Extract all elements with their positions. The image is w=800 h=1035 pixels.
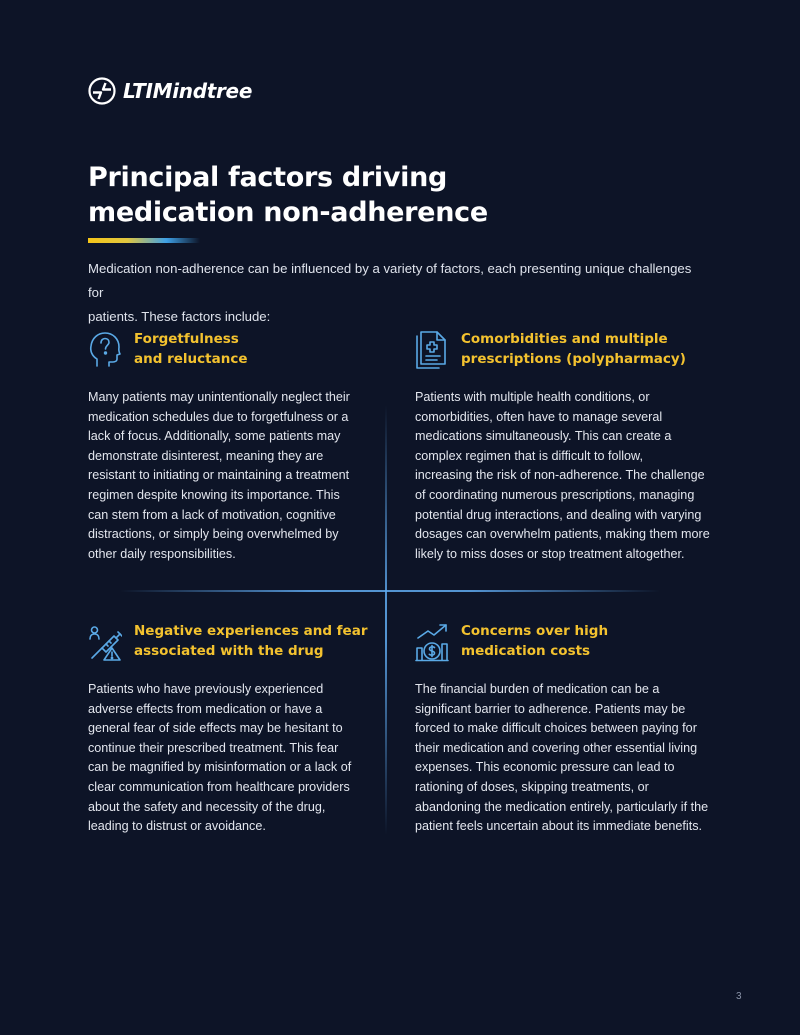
brand-name: LTIMindtree (123, 79, 253, 103)
factor-description-line: patient feels uncertain about its immediate benefits. (415, 819, 703, 834)
page-title-line: medication non-adherence (88, 197, 488, 228)
intro-paragraph (88, 257, 708, 329)
factor-description-line: expenses. This economic pressure can lead to (415, 760, 675, 775)
factor-description-line: distractions, or simply being overwhelmed by (88, 527, 339, 542)
page-title-line: Principal factors driving (88, 162, 448, 193)
rising-cost-icon (415, 622, 449, 662)
factor-title (461, 330, 686, 369)
factor-description-line: general fear of side effects may be hesitant to (88, 721, 343, 736)
question-head-icon (88, 330, 122, 370)
factor-card-polypharmacy (415, 330, 710, 564)
factor-description-line: Patients with multiple health conditions, or (415, 390, 650, 404)
title-underline (88, 238, 200, 243)
factor-card-medication-costs (415, 622, 709, 837)
factor-description (415, 680, 709, 837)
factor-title-line: Negative experiences and fear (134, 623, 368, 639)
factor-description (88, 388, 378, 564)
quadrant-divider-horizontal (120, 590, 660, 592)
factor-title (134, 330, 247, 369)
factor-description (415, 388, 710, 564)
factor-description-line: likely to miss doses or stop treatment altogether. (415, 546, 685, 561)
factor-description-line: resistant to initiating or maintaining a treatment (88, 468, 350, 483)
factor-description-line: complex regimen that is difficult to follow, (415, 448, 643, 463)
factor-description-line: rationing of doses, skipping treatments, or (415, 779, 649, 794)
factor-description-line: medication schedules due to forgetfulness or a (88, 409, 349, 424)
factor-description-line: The financial burden of medication can be a (415, 682, 660, 696)
factor-title (134, 622, 367, 661)
factor-title-line: associated with the drug (134, 642, 324, 659)
factor-description-line: Patients who have previously experienced (88, 682, 324, 696)
quadrant-divider-vertical (385, 405, 387, 835)
prescription-documents-icon (415, 330, 449, 370)
factor-description-line: Many patients may unintentionally neglect their (88, 390, 350, 404)
factor-description-line: comorbidities, often have to manage several (415, 409, 663, 424)
factor-description-line: increasing the risk of non-adherence. The challenge (415, 468, 705, 483)
factor-title-line: prescriptions (polypharmacy) (461, 350, 686, 367)
factor-title-line: Forgetfulness (134, 331, 239, 347)
factor-description-line: continue their prescribed treatment. This fear (88, 740, 339, 755)
factor-title-line: medication costs (461, 642, 591, 659)
factor-description-line: lack of focus. Additionally, some patients may (88, 429, 341, 444)
factor-card-forgetfulness (88, 330, 378, 564)
factor-description-line: about the safety and necessity of the drug, (88, 799, 326, 814)
page-number: 3 (736, 991, 742, 1002)
intro-line: Medication non-adherence can be influenced by a variety of factors, each presenting unique challenges for (88, 261, 692, 300)
page-title (88, 160, 608, 230)
factor-description-line: forced to make difficult choices between paying for (415, 721, 697, 736)
factor-description-line: leading to distrust or avoidance. (88, 819, 266, 834)
factor-description-line: significant barrier to adherence. Patients may be (415, 701, 686, 716)
syringe-warning-icon (88, 622, 122, 662)
factor-card-negative-experiences (88, 622, 378, 837)
ltimindtree-logo-icon (88, 77, 116, 105)
factor-title-line: Concerns over high (461, 623, 609, 639)
factor-description-line: demonstrate disinterest, meaning they are (88, 448, 324, 463)
factor-description-line: medications simultaneously. This can create a (415, 429, 672, 444)
factor-description-line: clear communication from healthcare providers (88, 779, 350, 794)
factor-description-line: other daily responsibilities. (88, 546, 236, 561)
factor-description-line: potential drug interactions, and dealing with varying (415, 507, 702, 522)
factor-description (88, 680, 378, 837)
factor-description-line: their medication and covering other essential living (415, 740, 698, 755)
factor-description-line: can stem from a lack of motivation, cognitive (88, 507, 336, 522)
factor-title (461, 622, 608, 661)
factor-title-line: and reluctance (134, 350, 248, 367)
factor-title-line: Comorbidities and multiple (461, 331, 668, 347)
factor-description-line: dosages can overwhelm patients, making them more (415, 527, 710, 542)
brand-logo (88, 77, 252, 105)
factor-description-line: regimen despite knowing its importance. This (88, 487, 340, 502)
factor-description-line: can be magnified by misinformation or a lack of (88, 760, 352, 775)
factor-description-line: abandoning the medication entirely, particularly if the (415, 799, 709, 814)
factor-description-line: adverse effects from medication or have a (88, 701, 323, 716)
intro-line: patients. These factors include: (88, 309, 271, 324)
factor-description-line: of coordinating numerous prescriptions, managing (415, 487, 695, 502)
